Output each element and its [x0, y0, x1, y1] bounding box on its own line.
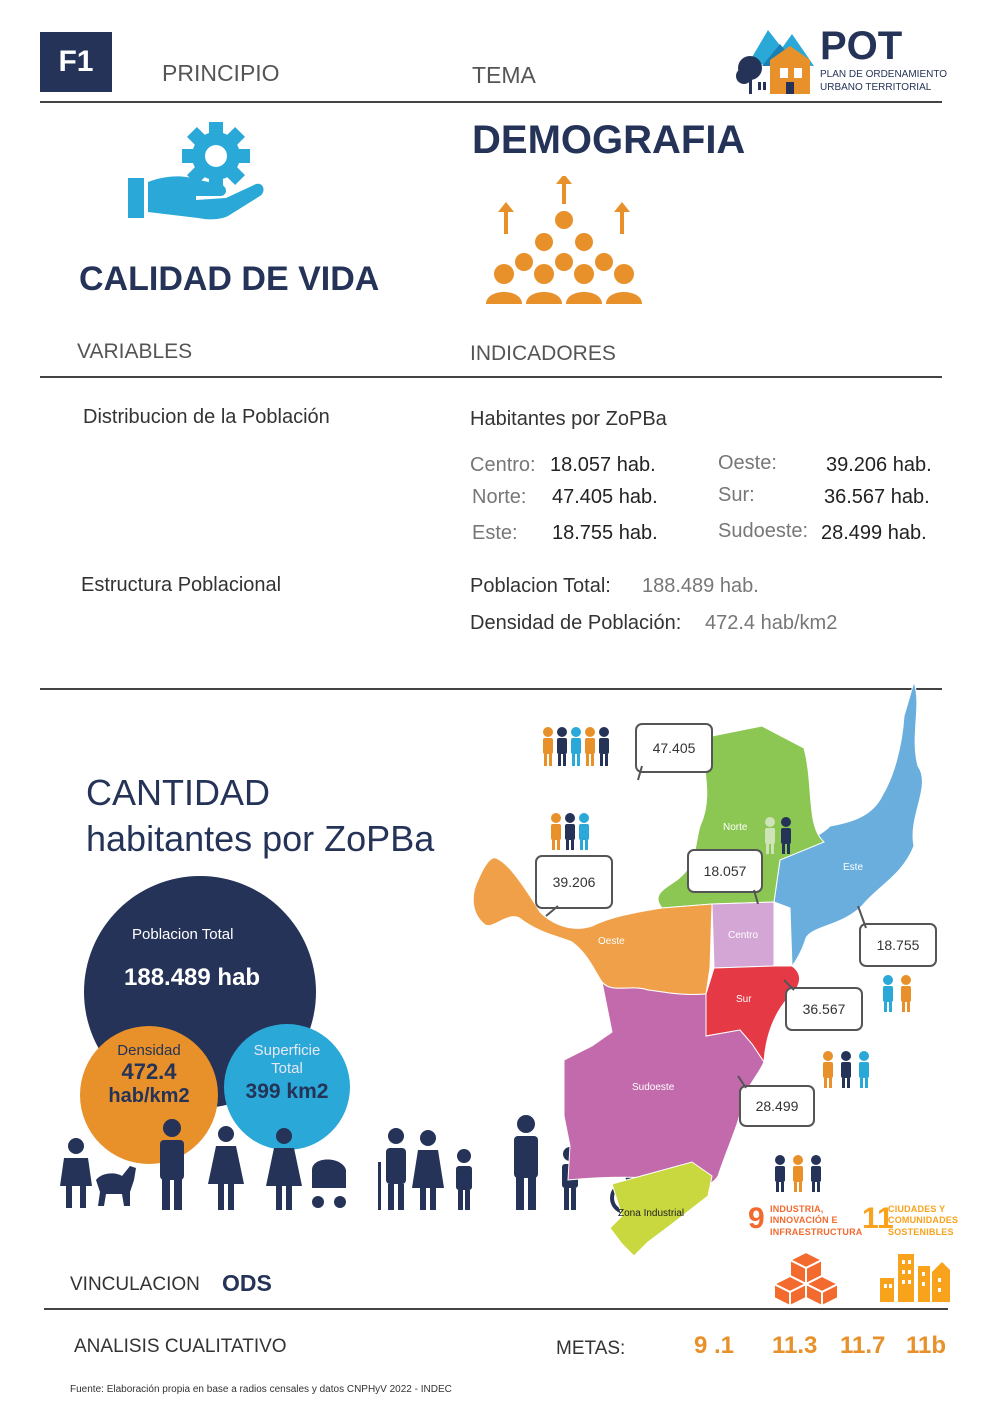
cantidad-subtitle: habitantes por ZoPBa — [86, 818, 435, 859]
ods-value: ODS — [222, 1270, 272, 1296]
zone-value-oeste: 39.206 hab. — [826, 454, 932, 476]
hand-gear-icon — [124, 120, 264, 230]
meta-11-3: 11.3 — [772, 1332, 818, 1359]
map-label-este: Este — [843, 862, 864, 873]
pictogram-oeste-icon — [551, 813, 589, 850]
pot-logo — [734, 24, 964, 98]
variables-rule — [40, 376, 942, 378]
map-label-sur: Sur — [736, 994, 752, 1005]
poblacion-total-value: 188.489 hab. — [642, 575, 759, 597]
pictogram-norte-icon — [543, 727, 609, 766]
sdg11-number: 11 — [862, 1202, 894, 1235]
pictogram-sur-icon — [823, 1051, 869, 1088]
map-label-sudoeste: Sudoeste — [632, 1082, 675, 1093]
meta-11-7: 11.7 — [840, 1332, 886, 1359]
population-growth-icon — [480, 176, 650, 306]
zone-label-este: Este: — [472, 522, 518, 544]
header-rule — [40, 101, 942, 103]
sdg9-line1: INDUSTRIA, — [770, 1204, 824, 1214]
indicadores-label: INDICADORES — [470, 342, 616, 365]
bubble-densidad-value: 472.4 — [121, 1059, 177, 1084]
zopba-map — [462, 676, 962, 1266]
variable-estructura: Estructura Poblacional — [81, 574, 282, 596]
metas-label: METAS: — [556, 1338, 626, 1359]
sdg11-line3: SOSTENIBLES — [888, 1226, 954, 1237]
sdg11-text — [888, 1204, 958, 1238]
meta-11b: 11b — [906, 1332, 947, 1359]
bubble-total-label: Poblacion Total — [132, 926, 234, 943]
zone-label-oeste: Oeste: — [718, 452, 777, 474]
zone-value-este: 18.755 hab. — [552, 522, 658, 544]
zone-label-norte: Norte: — [472, 486, 527, 508]
callout-norte: 47.405 — [652, 740, 696, 756]
callout-centro: 18.057 — [703, 863, 747, 879]
callout-este: 18.755 — [876, 937, 920, 953]
meta-9-1: 9 .1 — [694, 1332, 735, 1359]
city-buildings-icon — [880, 1248, 950, 1302]
pot-logo-sub1: PLAN DE ORDENAMIENTO — [820, 69, 948, 80]
vinculacion-label: VINCULACION — [70, 1274, 200, 1295]
zone-value-sudoeste: 28.499 hab. — [821, 522, 927, 544]
sdg9-text — [770, 1204, 863, 1238]
zone-label-centro: Centro: — [470, 454, 536, 476]
map-label-norte: Norte — [723, 822, 748, 833]
pictogram-este-icon — [883, 975, 911, 1012]
bubble-total-value: 188.489 hab — [124, 964, 261, 991]
bubble-superficie-label1: Superficie — [253, 1042, 321, 1059]
cubes-icon — [774, 1250, 838, 1306]
map-label-industrial: Zona Industrial — [618, 1208, 685, 1219]
sdg9-line2: INNOVACIÓN E — [770, 1215, 838, 1226]
pot-logo-sub2: URBANO TERRITORIAL — [820, 82, 932, 93]
zone-label-sur: Sur: — [718, 484, 755, 506]
sdg11-line2: COMUNIDADES — [888, 1215, 959, 1226]
sdg9-line3: INFRAESTRUCTURA — [770, 1226, 863, 1237]
analisis-label: ANALISIS CUALITATIVO — [74, 1336, 287, 1357]
tema-title: DEMOGRAFIA — [472, 118, 746, 162]
sheet-badge: F1 — [40, 32, 112, 92]
pictogram-sudoeste-icon — [775, 1155, 821, 1192]
ods-rule — [44, 1308, 948, 1310]
densidad-label: Densidad de Población: — [470, 612, 682, 634]
tema-label: TEMA — [472, 62, 536, 88]
bubble-densidad-label: Densidad — [117, 1042, 181, 1059]
sdg9-number: 9 — [748, 1202, 765, 1235]
principio-label: PRINCIPIO — [162, 60, 280, 86]
sdg11-line1: CIUDADES Y — [888, 1204, 946, 1214]
bubble-superficie-value: 399 km2 — [245, 1080, 329, 1103]
map-label-centro: Centro — [728, 930, 759, 941]
variables-label: VARIABLES — [77, 340, 193, 363]
callout-sudoeste: 28.499 — [755, 1098, 799, 1114]
indicator-habitantes-title: Habitantes por ZoPBa — [470, 408, 667, 430]
map-label-oeste: Oeste — [598, 936, 625, 947]
zone-value-centro: 18.057 hab. — [550, 454, 656, 476]
callout-oeste: 39.206 — [552, 874, 596, 890]
fuente-note: Fuente: Elaboración propia en base a radios censales y datos CNPHyV 2022 - INDEC — [70, 1384, 452, 1395]
variable-distribucion: Distribucion de la Población — [83, 406, 330, 428]
zone-value-norte: 47.405 hab. — [552, 486, 658, 508]
bubble-superficie-label2: Total — [271, 1060, 303, 1077]
pot-logo-icon — [734, 24, 820, 98]
densidad-value: 472.4 hab/km2 — [705, 612, 838, 634]
callout-sur: 36.567 — [802, 1001, 846, 1017]
pot-logo-title: POT — [820, 24, 903, 68]
zone-label-sudoeste: Sudoeste: — [718, 520, 809, 542]
cantidad-title: CANTIDAD — [86, 772, 271, 813]
poblacion-total-label: Poblacion Total: — [470, 575, 611, 597]
principio-title: CALIDAD DE VIDA — [79, 260, 380, 298]
zone-value-sur: 36.567 hab. — [824, 486, 930, 508]
bubble-densidad-unit: hab/km2 — [108, 1085, 190, 1107]
